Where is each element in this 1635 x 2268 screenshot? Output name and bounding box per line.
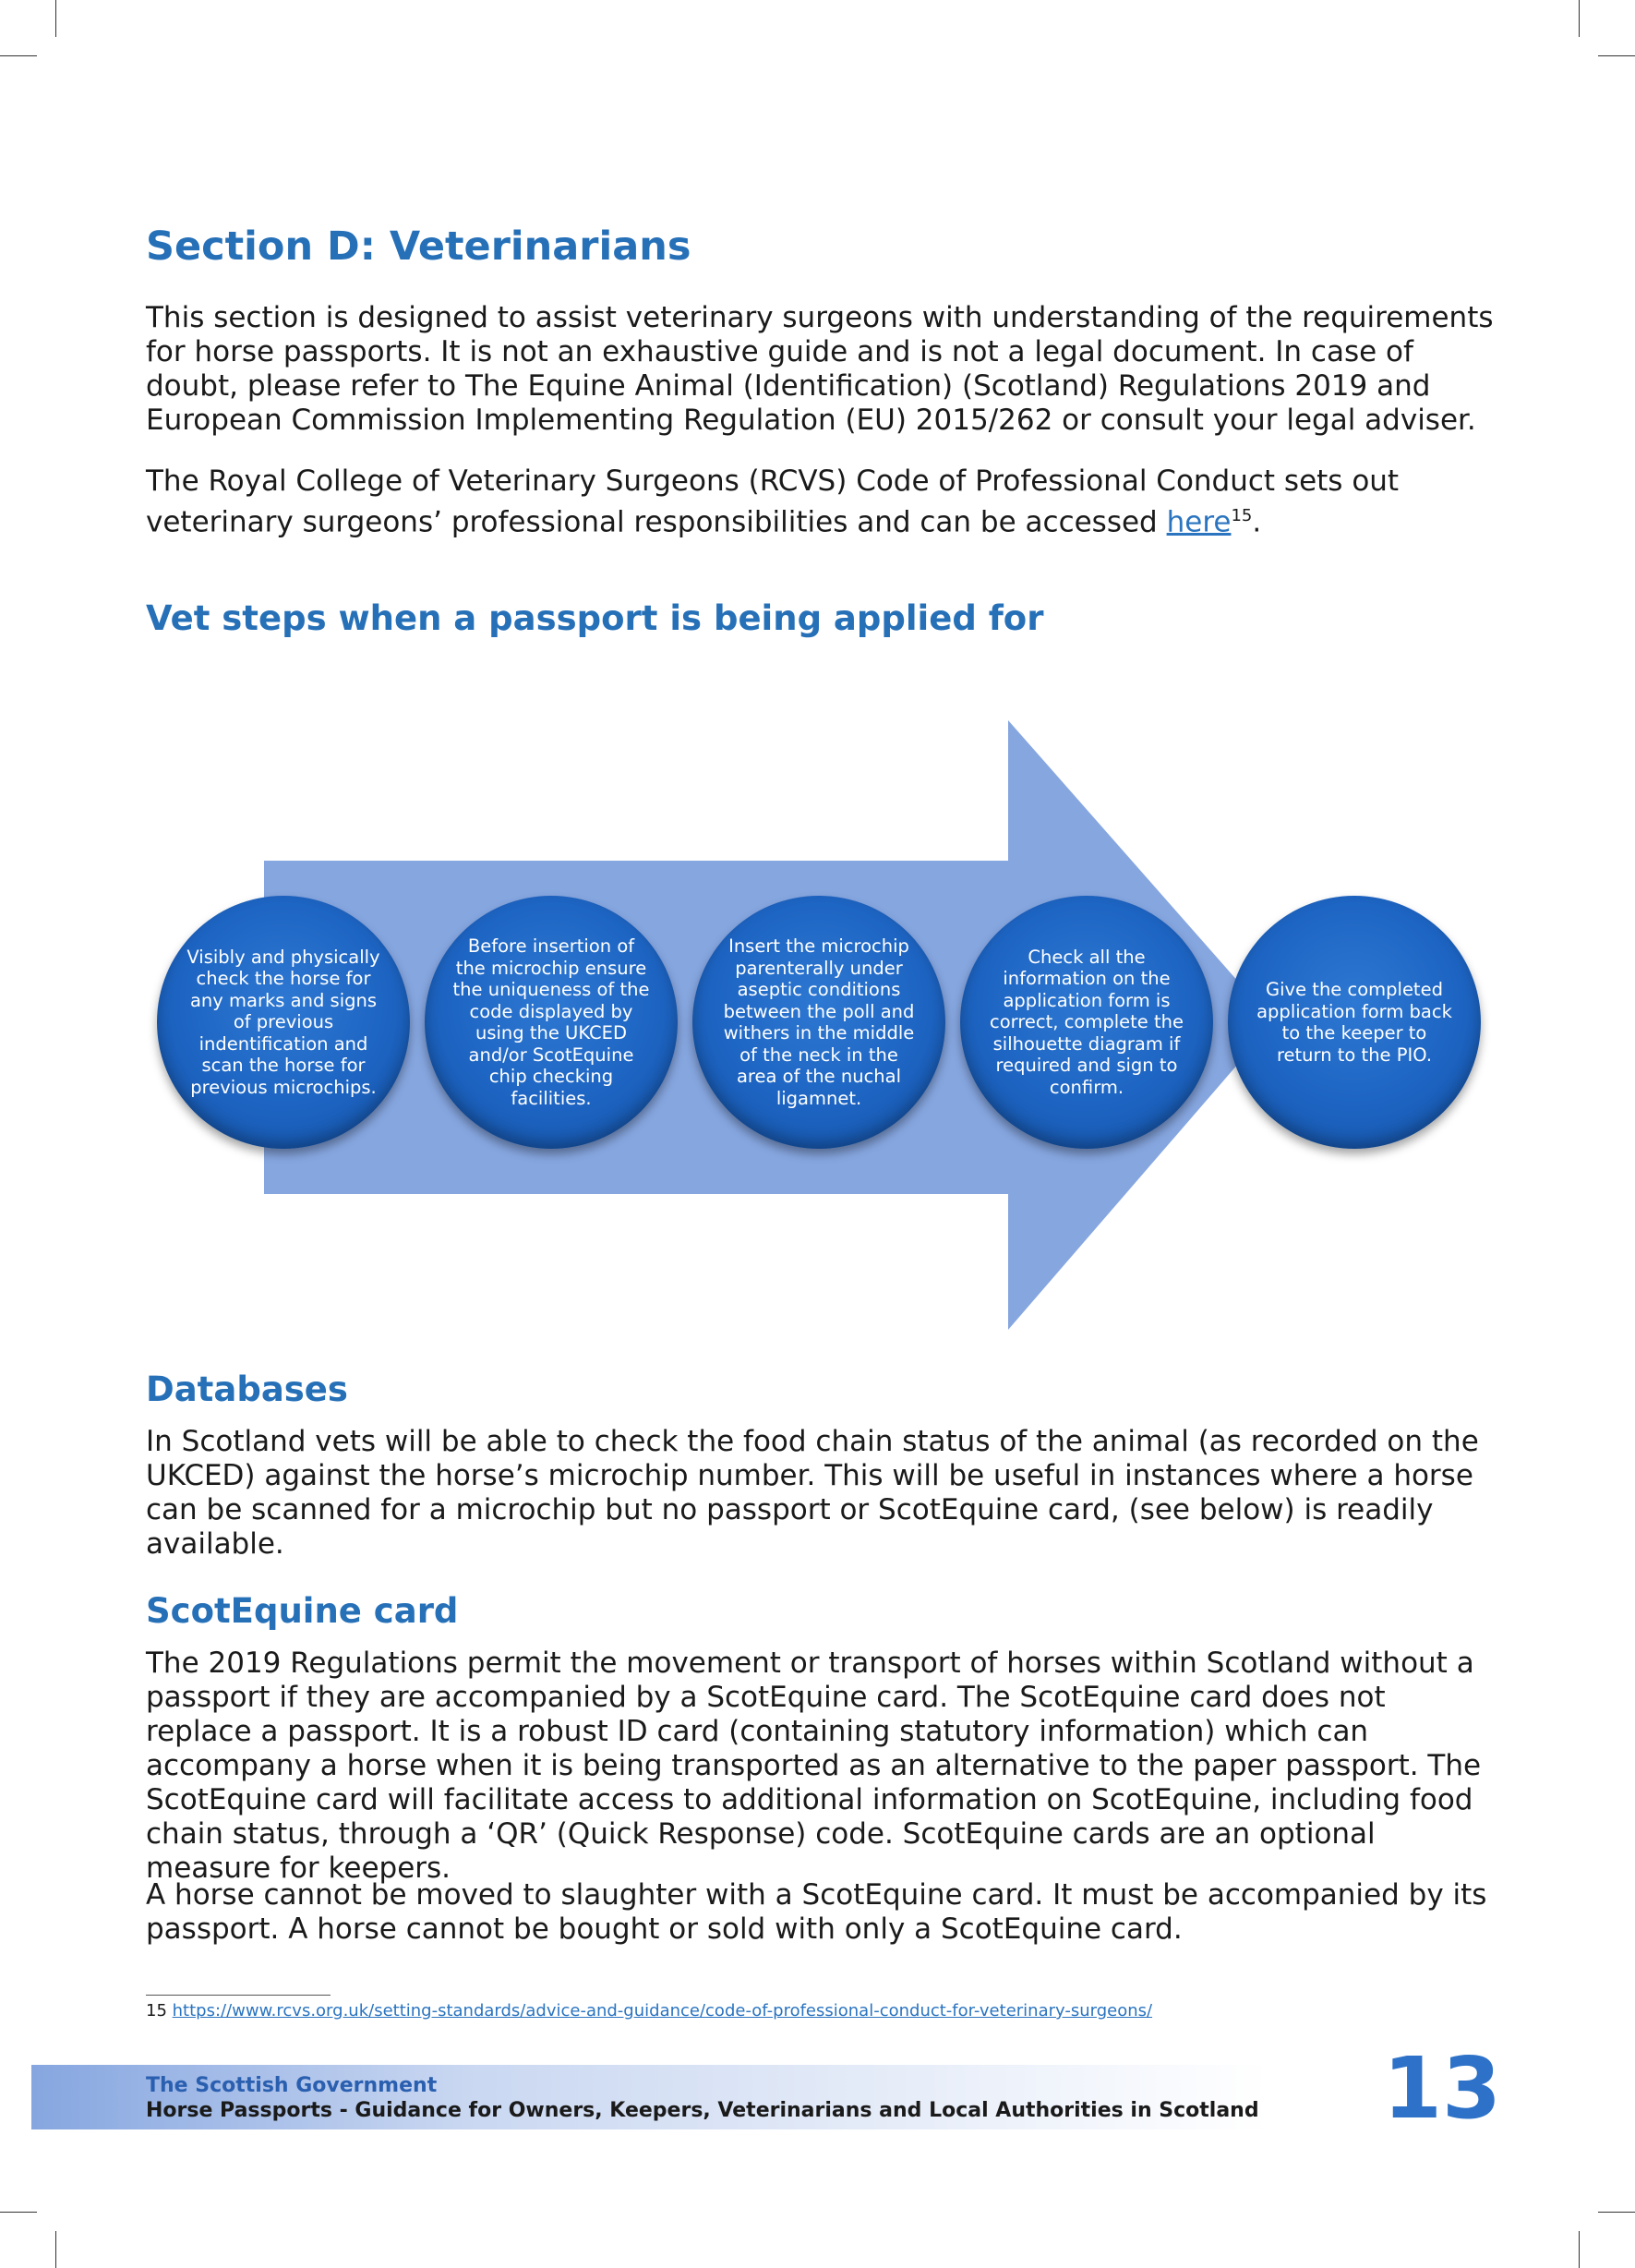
crop-mark xyxy=(1579,2231,1580,2268)
scotequine-paragraph-2: A horse cannot be moved to slaughter with a ScotEquine card. It must be accompanied by its passport. A horse cannot be bought or sold with only a ScotEquine card. xyxy=(146,1878,1487,1946)
crop-mark xyxy=(1579,0,1580,37)
footnote xyxy=(146,2001,1152,2021)
step-circle-2: Before insertion of the microchip ensure the uniqueness of the code displayed by using the UKCED and/or ScotEquine chip checking facilities. xyxy=(425,896,678,1149)
footer-organisation: The Scottish Government xyxy=(146,2074,438,2097)
crop-mark xyxy=(55,0,56,37)
step-circle-4: Check all the information on the application form is correct, complete the silhouette diagram if required and sign to confirm. xyxy=(960,896,1213,1149)
crop-mark xyxy=(1598,55,1635,56)
footnote-link[interactable]: https://www.rcvs.org.uk/setting-standards/advice-and-guidance/code-of-professional-conduct-for-veterinary-surgeons/ xyxy=(172,2001,1153,2021)
rcvs-paragraph-text: The Royal College of Veterinary Surgeons (RCVS) Code of Professional Conduct sets out veterinary surgeons’ professional responsibilities and can be accessed xyxy=(146,464,1400,539)
crop-mark xyxy=(1598,2212,1635,2213)
step-circle-1: Visibly and physically check the horse for any marks and signs of previous indentification and scan the horse for previous microchips. xyxy=(157,896,410,1149)
footnote-number: 15 xyxy=(146,2001,167,2021)
scotequine-paragraph-1: The 2019 Regulations permit the movement or transport of horses within Scotland without a passport if they are accompanied by a ScotEquine card. The ScotEquine card does not replace a passport. It is a robust ID card (containing statutory information) which can accompany a horse when it is being transported as an alternative to the paper passport. The ScotEquine card will facilitate access to additional information on ScotEquine, including food chain status, through a ‘QR’ (Quick Response) code. ScotEquine cards are an optional measure for keepers. xyxy=(146,1647,1482,1885)
footnote-reference: 15 xyxy=(1231,506,1253,525)
intro-paragraph: This section is designed to assist veterinary surgeons with understanding of the requirements for horse passports. It is not an exhaustive guide and is not a legal document. In case of doubt, please refer to The Equine Animal (Identification) (Scotland) Regulations 2019 and European Commission Implementing Regulation (EU) 2015/262 or consult your legal adviser. xyxy=(146,301,1494,437)
databases-heading: Databases xyxy=(146,1369,348,1409)
footnote-divider xyxy=(146,1995,331,1996)
page-number: 13 xyxy=(1383,2039,1502,2138)
step-circle-3: Insert the microchip parenterally under aseptic conditions between the poll and withers in the middle of the neck in the area of the nuchal ligamnet. xyxy=(692,896,945,1149)
rcvs-paragraph-end: . xyxy=(1252,505,1262,539)
scotequine-heading: ScotEquine card xyxy=(146,1591,459,1631)
rcvs-here-link[interactable]: here xyxy=(1166,505,1232,539)
vet-steps-heading: Vet steps when a passport is being applied for xyxy=(146,598,1044,638)
crop-mark xyxy=(55,2231,56,2268)
footer-document-title: Horse Passports - Guidance for Owners, Keepers, Veterinarians and Local Authorities in Scotland xyxy=(146,2099,1259,2122)
section-title: Section D: Veterinarians xyxy=(146,223,691,270)
databases-paragraph: In Scotland vets will be able to check the food chain status of the animal (as recorded on the UKCED) against the horse’s microchip number. This will be useful in instances where a horse can be scanned for a microchip but no passport or ScotEquine card, (see below) is readily available. xyxy=(146,1425,1479,1561)
vet-steps-diagram xyxy=(148,720,1496,1339)
crop-mark xyxy=(0,2212,37,2213)
step-circle-5: Give the completed application form back to the keeper to return to the PIO. xyxy=(1228,896,1481,1149)
crop-mark xyxy=(0,55,37,56)
rcvs-paragraph xyxy=(146,464,1494,539)
